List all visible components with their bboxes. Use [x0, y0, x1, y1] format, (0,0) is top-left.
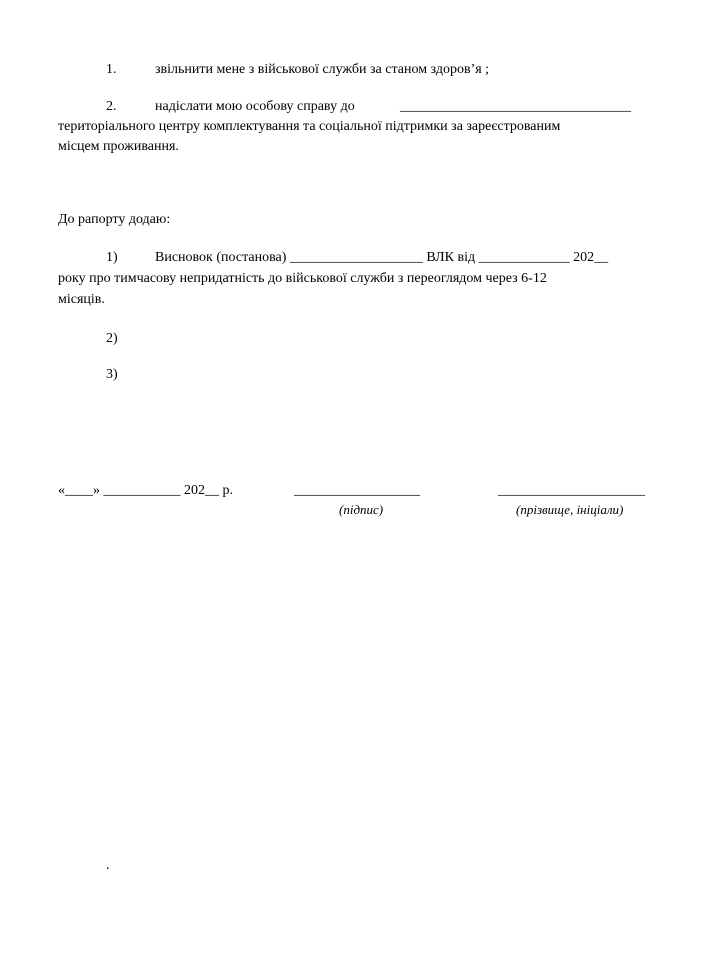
attachment-3-number: 3): [106, 367, 118, 382]
attachment-1-number: 1): [106, 250, 118, 265]
attachment-1-line2: року про тимчасову непридатність до військової служби з переоглядом через 6-12: [58, 271, 547, 286]
date-line: «____» ___________ 202__ р.: [58, 483, 233, 498]
attachment-1-line3: місяців.: [58, 292, 105, 307]
signature-caption: (підпис): [339, 502, 384, 517]
item-2-number: 2.: [106, 99, 117, 114]
item-2-line3: місцем проживання.: [58, 139, 179, 154]
attachments-heading: До рапорту додаю:: [58, 212, 171, 227]
item-2-line2: територіального центру комплектування та соціальної підтримки за зареєстрованим: [58, 119, 561, 134]
item-2-blank: _________________________________: [400, 99, 631, 114]
attachment-1-line1: Висновок (постанова) ___________________ ВЛК від _____________ 202__: [155, 250, 609, 265]
item-2-line1: надіслати мою особову справу до: [155, 99, 355, 114]
signature-line: __________________: [294, 483, 420, 498]
name-caption: (прізвище, ініціали): [516, 502, 624, 517]
footer-dot: .: [106, 858, 110, 873]
attachment-2-number: 2): [106, 331, 118, 346]
item-1-number: 1.: [106, 62, 117, 77]
name-line: _____________________: [498, 483, 645, 498]
item-1-text: звільнити мене з військової служби за станом здоров’я ;: [155, 62, 490, 77]
